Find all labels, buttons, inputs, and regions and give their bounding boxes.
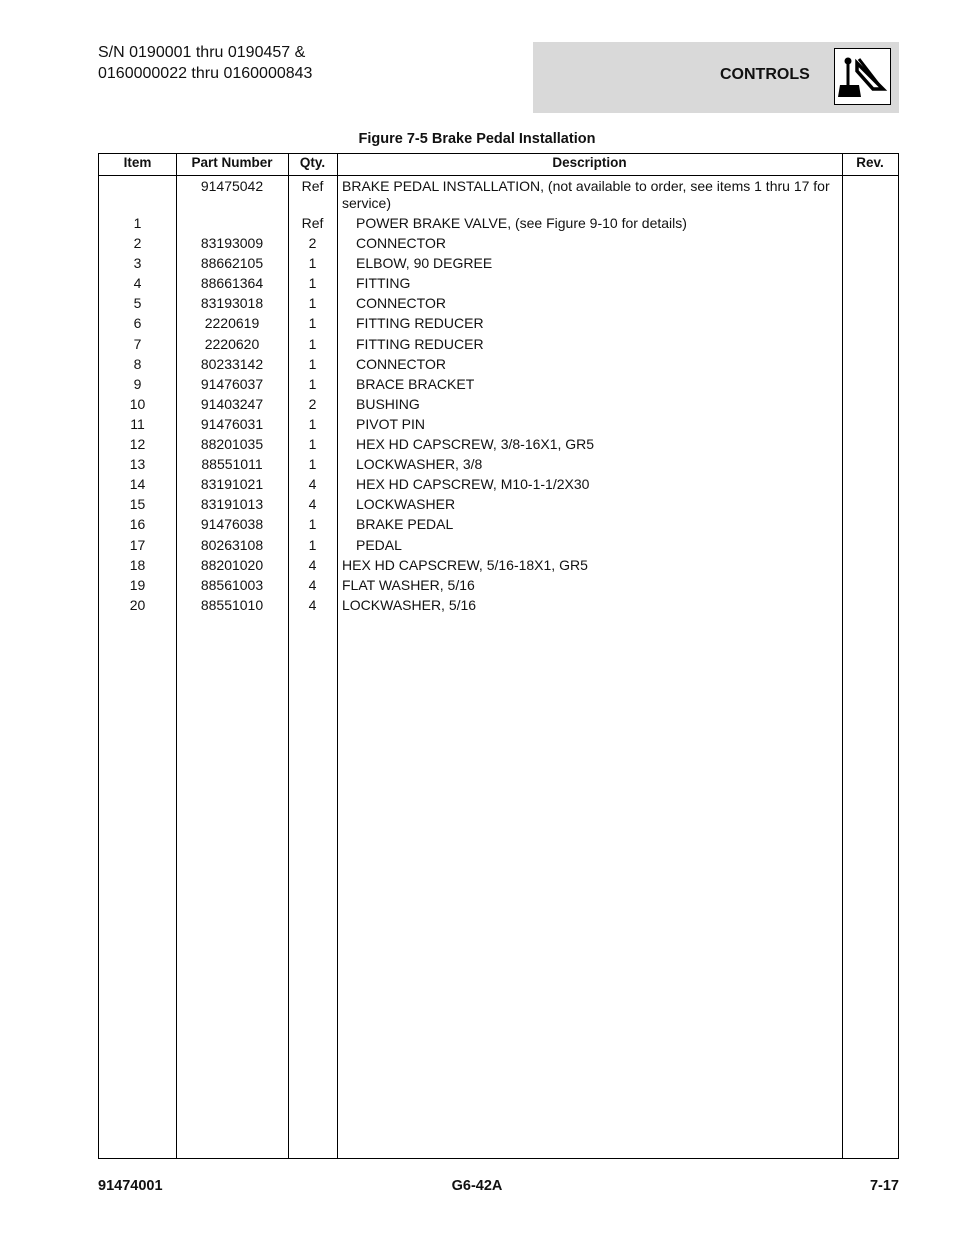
parts-table	[98, 153, 899, 1159]
part-number-cell: 83191021	[200, 476, 264, 493]
description-line: BRAKE PEDAL INSTALLATION, (not available to order, see items 1 thru 17 for	[342, 178, 830, 194]
description-line: CONNECTOR	[356, 295, 446, 312]
item-cell: 6	[133, 315, 142, 332]
header-item: Item	[123, 155, 152, 170]
qty-cell: 1	[308, 335, 317, 352]
header-part-number: Part Number	[191, 155, 273, 170]
item-cell: 8	[133, 355, 142, 372]
description-line: HEX HD CAPSCREW, 5/16-18X1, GR5	[342, 556, 588, 573]
table-body	[99, 178, 898, 617]
description-cell	[356, 336, 846, 353]
table-row	[99, 577, 898, 597]
qty-cell: 2	[308, 395, 317, 412]
part-number-cell: 83193018	[200, 295, 264, 312]
description-line: BRACE BRACKET	[356, 375, 475, 392]
description-line: FITTING REDUCER	[356, 315, 484, 332]
description-line: PIVOT PIN	[356, 415, 425, 432]
figure-title: Figure 7-5 Brake Pedal Installation	[358, 131, 596, 147]
description-cell	[342, 597, 832, 614]
item-cell: 14	[129, 476, 146, 493]
qty-cell: 1	[308, 375, 317, 392]
qty-cell: 1	[308, 315, 317, 332]
description-cell	[356, 476, 846, 493]
description-line: LOCKWASHER, 5/16	[342, 596, 477, 613]
part-number-cell: 91476037	[200, 375, 264, 392]
qty-cell: 4	[308, 576, 317, 593]
qty-cell: Ref	[301, 178, 324, 194]
qty-cell: 1	[308, 275, 317, 292]
qty-cell: 1	[308, 436, 317, 453]
table-row	[99, 516, 898, 536]
qty-cell: 4	[308, 556, 317, 573]
part-number-cell: 88561003	[200, 576, 264, 593]
description-line-continued: service)	[342, 195, 392, 211]
table-row	[99, 436, 898, 456]
description-line: FLAT WASHER, 5/16	[342, 576, 475, 593]
part-number-cell: 91403247	[200, 395, 264, 412]
description-cell	[342, 178, 832, 212]
description-line: FITTING	[356, 275, 411, 292]
qty-cell: 1	[308, 415, 317, 432]
part-number-cell: 2220620	[204, 335, 260, 352]
part-number-cell: 88551010	[200, 596, 264, 613]
serial-number-range	[98, 42, 312, 84]
part-number-cell: 88661364	[200, 275, 264, 292]
header-qty: Qty.	[299, 155, 326, 170]
qty-cell: 1	[308, 355, 317, 372]
footer-doc-number: 91474001	[98, 1178, 163, 1194]
table-row	[99, 597, 898, 617]
header-description: Description	[552, 155, 627, 170]
qty-cell: 1	[308, 295, 317, 312]
table-row	[99, 557, 898, 577]
table-row	[99, 315, 898, 335]
description-line: CONNECTOR	[356, 355, 446, 372]
item-cell: 16	[129, 516, 146, 533]
qty-cell: 2	[308, 235, 317, 252]
description-line: HEX HD CAPSCREW, 3/8-16X1, GR5	[356, 436, 595, 453]
description-cell	[356, 356, 846, 373]
item-cell: 5	[133, 295, 142, 312]
table-row	[99, 396, 898, 416]
item-cell: 13	[129, 456, 146, 473]
table-row	[99, 356, 898, 376]
table-row	[99, 376, 898, 396]
section-title: CONTROLS	[720, 66, 810, 83]
description-line: ELBOW, 90 DEGREE	[356, 255, 493, 272]
footer-model: G6-42A	[451, 1178, 503, 1194]
part-number-cell: 88551011	[201, 456, 263, 473]
description-line: LOCKWASHER	[356, 496, 456, 513]
table-row	[99, 496, 898, 516]
description-cell	[356, 396, 846, 413]
table-row	[99, 336, 898, 356]
footer-page-number: 7-17	[869, 1178, 899, 1194]
qty-cell: 4	[308, 496, 317, 513]
part-number-cell: 88662105	[200, 255, 264, 272]
description-cell	[356, 436, 846, 453]
item-cell: 20	[129, 596, 146, 613]
description-cell	[356, 295, 846, 312]
serial-line-2: 0160000022 thru 0160000843	[98, 65, 313, 82]
table-row	[99, 537, 898, 557]
item-cell: 1	[133, 215, 142, 231]
description-cell	[356, 275, 846, 292]
table-row	[99, 215, 898, 235]
item-cell: 11	[130, 415, 145, 432]
item-cell: 3	[133, 255, 142, 272]
description-cell	[356, 376, 846, 393]
description-cell	[356, 255, 846, 272]
part-number-cell: 83191013	[200, 496, 264, 513]
part-number-cell: 88201020	[200, 556, 264, 573]
item-cell: 7	[133, 335, 142, 352]
table-row	[99, 235, 898, 255]
item-cell: 15	[129, 496, 146, 513]
item-cell: 17	[129, 536, 146, 553]
description-cell	[356, 456, 846, 473]
part-number-cell: 91476038	[200, 516, 264, 533]
description-line: LOCKWASHER, 3/8	[356, 456, 483, 473]
description-cell	[356, 537, 846, 554]
qty-cell: 1	[308, 456, 317, 473]
description-line: BRAKE PEDAL	[356, 516, 454, 533]
description-cell	[356, 215, 846, 232]
item-cell: 19	[129, 576, 146, 593]
qty-cell: 4	[308, 476, 317, 493]
part-number-cell: 80233142	[200, 355, 264, 372]
part-number-cell: 83193009	[200, 235, 264, 252]
item-cell: 9	[133, 375, 142, 392]
table-row	[99, 295, 898, 315]
item-cell: 2	[133, 235, 142, 252]
item-cell: 10	[129, 395, 146, 412]
description-cell	[356, 315, 846, 332]
description-line: POWER BRAKE VALVE, (see Figure 9-10 for details)	[356, 215, 687, 231]
part-number-cell: 2220619	[204, 315, 260, 332]
qty-cell: 1	[308, 516, 317, 533]
description-cell	[356, 416, 846, 433]
item-cell: 18	[129, 556, 146, 573]
serial-line-1: S/N 0190001 thru 0190457 &	[98, 44, 306, 61]
description-line: HEX HD CAPSCREW, M10-1-1/2X30	[356, 476, 590, 493]
part-number-cell: 88201035	[200, 436, 264, 453]
joystick-control-icon	[834, 48, 891, 105]
description-line: BUSHING	[356, 395, 420, 412]
description-cell	[356, 516, 846, 533]
table-row	[99, 275, 898, 295]
part-number-cell: 91475042	[200, 178, 264, 194]
qty-cell: Ref	[301, 215, 324, 231]
description-cell	[356, 235, 846, 252]
description-line: PEDAL	[356, 536, 402, 553]
part-number-cell: 91476031	[200, 415, 264, 432]
description-cell	[342, 577, 832, 594]
item-cell: 4	[133, 275, 142, 292]
description-cell	[356, 496, 846, 513]
table-row	[99, 255, 898, 275]
description-line: CONNECTOR	[356, 235, 446, 252]
table-row	[99, 178, 898, 215]
description-line: FITTING REDUCER	[356, 335, 484, 352]
part-number-cell: 80263108	[200, 536, 264, 553]
table-row	[99, 476, 898, 496]
header-rev: Rev.	[856, 155, 884, 170]
qty-cell: 4	[308, 596, 317, 613]
table-row	[99, 456, 898, 476]
description-cell	[342, 557, 832, 574]
item-cell: 12	[129, 436, 146, 453]
table-row	[99, 416, 898, 436]
qty-cell: 1	[308, 255, 317, 272]
qty-cell: 1	[308, 536, 317, 553]
